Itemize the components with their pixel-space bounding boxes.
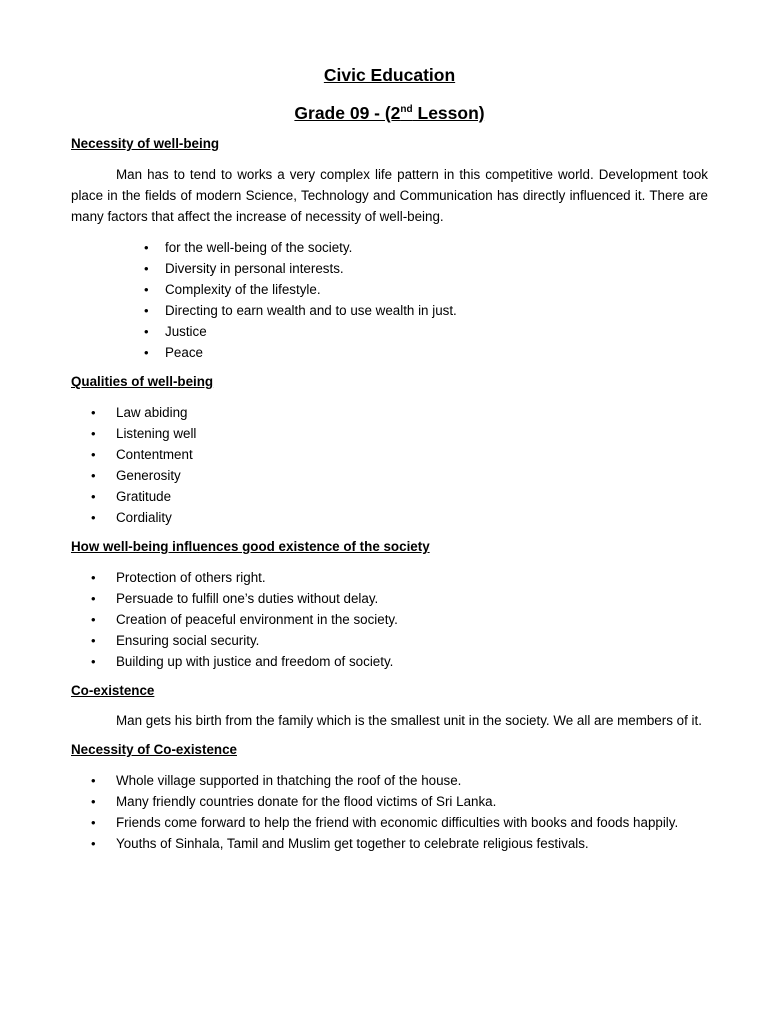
bullet-list-necessity-factors: [71, 237, 708, 363]
list-item: • Friends come forward to help the friend with economic difficulties with books and foods happily.: [71, 812, 708, 833]
list-item: • Many friendly countries donate for the flood victims of Sri Lanka.: [71, 791, 708, 812]
list-item: • Diversity in personal interests.: [71, 258, 708, 279]
section-paragraph: Man gets his birth from the family which is the smallest unit in the society. We all are members of it.: [116, 713, 702, 728]
list-item: • Gratitude: [71, 486, 708, 507]
section-heading-well-being-influences: How well-being influences good existence of the society: [71, 539, 430, 554]
list-item: • for the well-being of the society.: [71, 237, 708, 258]
list-item: • Justice: [71, 321, 708, 342]
list-item: • Cordiality: [71, 507, 708, 528]
document-subtitle: [71, 101, 708, 125]
subtitle-superscript: nd: [400, 104, 413, 115]
list-item: • Contentment: [71, 444, 708, 465]
list-item: • Persuade to fulfill one’s duties without delay.: [71, 588, 708, 609]
list-item: • Generosity: [71, 465, 708, 486]
list-item: • Listening well: [71, 423, 708, 444]
subtitle-suffix: Lesson): [412, 103, 485, 123]
list-item: • Complexity of the lifestyle.: [71, 279, 708, 300]
document-content: [71, 63, 708, 854]
subtitle-prefix: Grade 09 - (2: [294, 103, 401, 123]
list-item: • Protection of others right.: [71, 567, 708, 588]
bullet-list-qualities: [71, 402, 708, 528]
list-item: • Peace: [71, 342, 708, 363]
section-paragraph: Man has to tend to works a very complex life pattern in this competitive world. Development took place in the fields of modern Science, Technology and Communication has directly influenced it. There are many factors that affect the increase of necessity of well-being.: [71, 167, 708, 224]
section-heading-necessity-of-co-existence: Necessity of Co-existence: [71, 742, 237, 757]
section-heading-co-existence: Co-existence: [71, 683, 155, 698]
list-item: • Ensuring social security.: [71, 630, 708, 651]
section-heading-qualities-of-well-being: Qualities of well-being: [71, 374, 214, 389]
list-item: • Whole village supported in thatching the roof of the house.: [71, 770, 708, 791]
list-item: • Building up with justice and freedom of society.: [71, 651, 708, 672]
document-title: Civic Education: [323, 65, 456, 85]
section-heading-necessity-of-well-being: Necessity of well-being: [71, 136, 220, 151]
list-item: • Law abiding: [71, 402, 708, 423]
list-item: • Creation of peaceful environment in the society.: [71, 609, 708, 630]
bullet-list-co-existence: [71, 770, 708, 854]
bullet-list-influences: [71, 567, 708, 672]
list-item: • Directing to earn wealth and to use wealth in just.: [71, 300, 708, 321]
list-item: • Youths of Sinhala, Tamil and Muslim get together to celebrate religious festivals.: [71, 833, 708, 854]
